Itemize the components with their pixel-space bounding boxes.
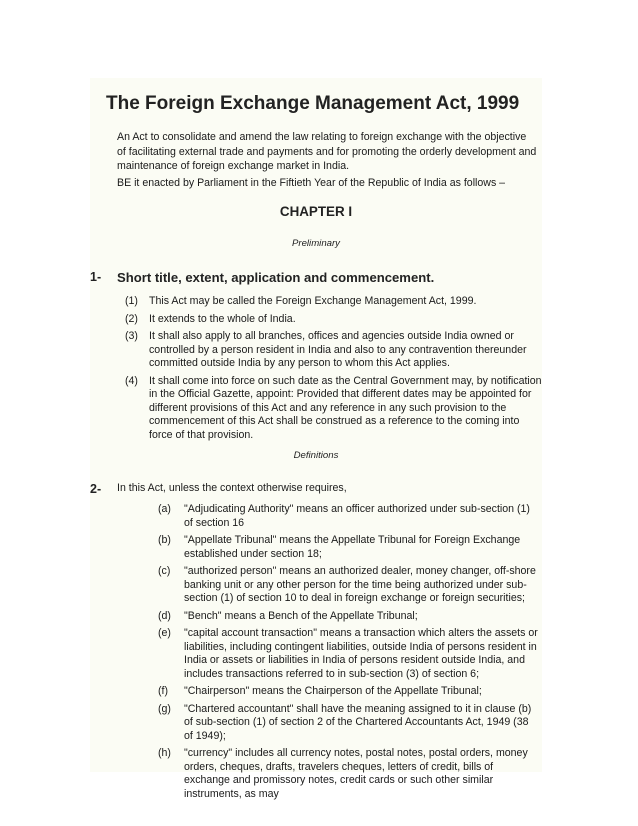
clause-text: It shall come into force on such date as the Central Government may, by notification in the Official Gazette, appoint: Provided that different dates may be appointed for different provisions of this Act and any reference in any such provision to the commencement of this Act shall be construed as a reference to the coming into force of that provision. <box>149 374 542 441</box>
definitions-heading: Definitions <box>293 450 339 461</box>
definition-text: "capital account transaction" means a transaction which alters the assets or liabilities, including contingent liabilities, outside India of persons resident in India or assets or liabilities in India of persons resident outside India, and includes transactions referred to in sub-section (3) of section 6; <box>184 627 538 680</box>
clause-label: (4) <box>125 374 138 387</box>
definition-item <box>158 627 546 681</box>
definition-label: (f) <box>158 685 168 697</box>
section-2-lead: In this Act, unless the context otherwise requires, <box>117 482 347 494</box>
section-title-1: Short title, extent, application and commencement. <box>117 270 435 285</box>
act-preamble: An Act to consolidate and amend the law relating to foreign exchange with the objective of facilitating external trade and payments and for promoting the orderly development and maintenance of foreign exchange market in India. <box>117 131 537 172</box>
clause-label: (1) <box>125 295 138 307</box>
definition-item <box>158 685 546 699</box>
definition-item <box>158 503 546 530</box>
definition-text: "Appellate Tribunal" means the Appellate Tribunal for Foreign Exchange established under section 18; <box>184 534 521 560</box>
clause-label: (3) <box>125 330 138 342</box>
definition-text: "Chartered accountant" shall have the meaning assigned to it in clause (b) of sub-section (1) of section 2 of the Chartered Accountants Act, 1949 (38 of 1949); <box>184 702 532 742</box>
clause-text: This Act may be called the Foreign Exchange Management Act, 1999. <box>149 295 477 307</box>
enactment-clause: BE it enacted by Parliament in the Fiftieth Year of the Republic of India as follows – <box>117 176 506 189</box>
definition-text: "currency" includes all currency notes, postal notes, postal orders, money orders, cheques, drafts, travelers cheques, letters of credit, bills of exchange and promissory notes, credit cards or such other similar instruments, as may <box>184 747 528 800</box>
clause-item <box>125 313 545 327</box>
definition-item <box>158 534 546 561</box>
clause-item <box>125 295 545 309</box>
clause-item <box>125 375 545 443</box>
section-2-clauses <box>158 503 546 805</box>
chapter-heading: CHAPTER I <box>279 204 353 219</box>
definition-label: (c) <box>158 565 171 577</box>
definition-label: (d) <box>158 609 171 622</box>
chapter-subheading: Preliminary <box>292 238 340 249</box>
clause-item <box>125 330 545 371</box>
definition-label: (b) <box>158 534 171 546</box>
definition-label: (a) <box>158 503 171 515</box>
definition-item <box>158 747 546 801</box>
definition-text: "Bench" means a Bench of the Appellate Tribunal; <box>184 609 418 622</box>
clause-label: (2) <box>125 312 138 325</box>
definition-item <box>158 565 546 606</box>
definition-item <box>158 703 546 744</box>
act-intro <box>117 130 537 190</box>
section-number-2: 2- <box>90 482 102 496</box>
definition-label: (e) <box>158 627 171 639</box>
clause-text: It extends to the whole of India. <box>149 312 296 325</box>
definition-label: (g) <box>158 702 171 715</box>
definition-text: "authorized person" means an authorized dealer, money changer, off-shore banking unit or any other person for the time being authorized under sub-section (1) of section 10 to deal in foreign exchange or foreign securities; <box>184 565 536 604</box>
definition-text: "Chairperson" means the Chairperson of the Appellate Tribunal; <box>184 685 482 697</box>
document-title: The Foreign Exchange Management Act, 1999 <box>106 93 520 114</box>
definition-text: "Adjudicating Authority" means an officer authorized under sub-section (1) of section 16 <box>184 503 530 529</box>
section-number-1: 1- <box>90 270 102 284</box>
definition-item <box>158 610 546 624</box>
definition-label: (h) <box>158 747 171 759</box>
clause-text: It shall also apply to all branches, offices and agencies outside India owned or controlled by a person resident in India and also to any contravention thereunder committed outside India by any person to whom this Act applies. <box>149 330 527 369</box>
section-1-clauses <box>125 295 545 446</box>
